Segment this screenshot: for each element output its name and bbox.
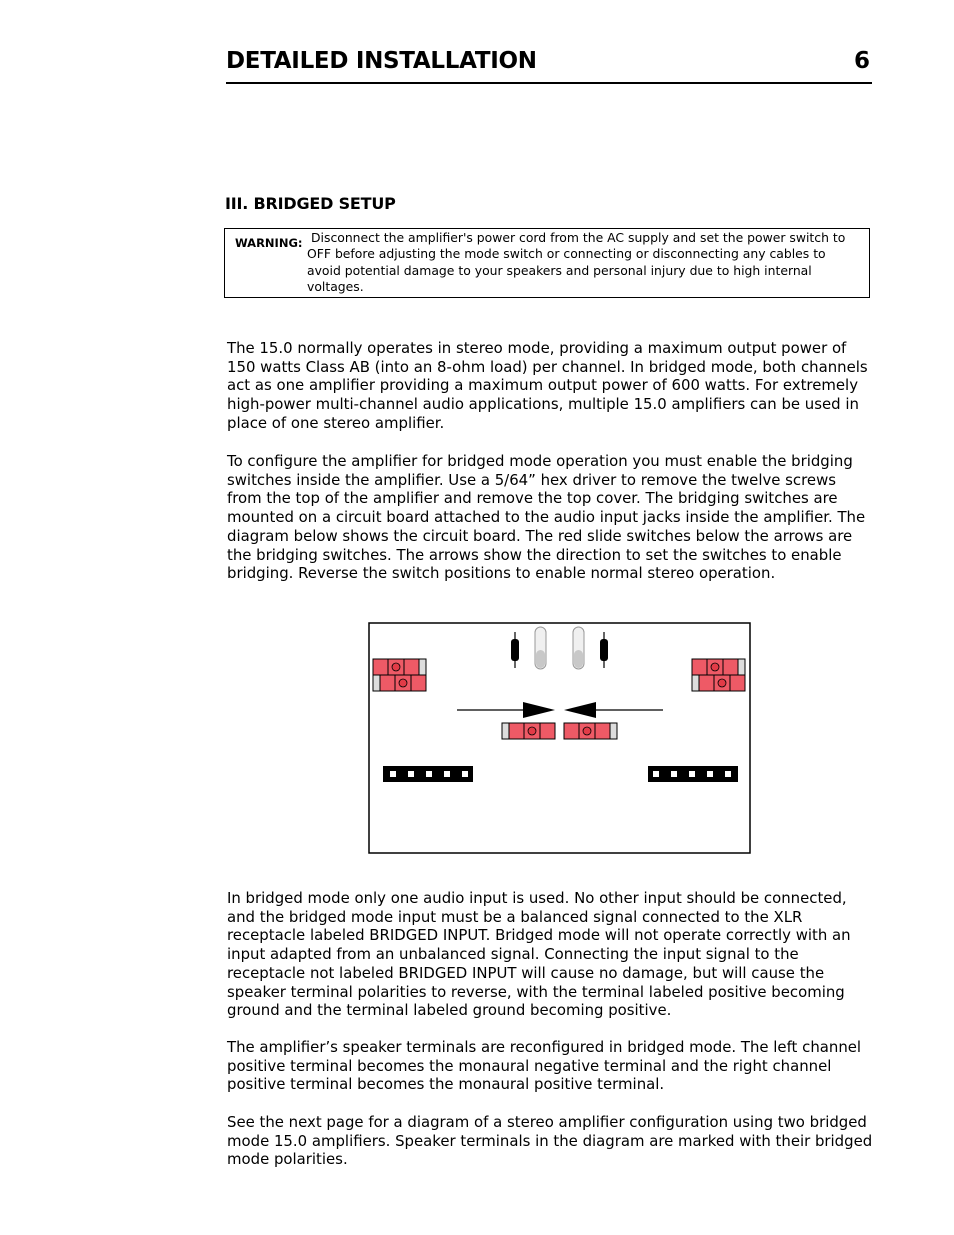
left-slide-switch-pair (373, 659, 426, 691)
bridging-switch-right (564, 723, 617, 739)
pin-header-left (383, 766, 473, 782)
right-slide-switch-pair (692, 659, 745, 691)
section-heading: III. BRIDGED SETUP (225, 194, 396, 213)
paragraph-configure: To configure the amplifier for bridged mode operation you must enable the bridging switches inside the amplifier. Use a 5/64” hex driver to remove the twelve screws from the top of the amplifier and remove the top cover. The bridging switches are mounted on a circuit board attached to the audio input jacks inside the amplifier. The diagram below shows the circuit board. The red slide switches below the arrows are the bridging switches. The arrows show the direction to set the switches to enable bridging. Reverse the switch positions to enable normal stereo operation. (227, 452, 866, 583)
page-number: 6 (854, 48, 871, 74)
circuit-board-diagram (368, 622, 751, 854)
bridging-switch-left (502, 723, 555, 739)
page-title: DETAILED INSTALLATION (226, 48, 537, 74)
header-divider (226, 82, 872, 84)
board-outline (369, 623, 750, 853)
paragraph-overview: The 15.0 normally operates in stereo mode, providing a maximum output power of 150 watts Class AB (into an 8-ohm load) per channel. In bridged mode, both channels act as one amplifier providing a maximum output power of 600 watts. For extremely high-power multi-channel audio applications, multiple 15.0 amplifiers can be used in place of one stereo amplifier. (227, 339, 868, 432)
paragraph-speaker-terminals: The amplifier’s speaker terminals are reconfigured in bridged mode. The left channel positive terminal becomes the monaural negative terminal and the right channel positive terminal becomes the monaural positive terminal. (227, 1038, 862, 1094)
pin-header-right (648, 766, 738, 782)
warning-text: Disconnect the amplifier's power cord from the AC supply and set the power switch to OFF before adjusting the mode switch or connecting or disconnecting any cables to avoid potential damage to your speakers and personal injury due to high internal voltages. (307, 230, 846, 294)
warning-label: WARNING: (235, 236, 303, 250)
paragraph-next-page: See the next page for a diagram of a stereo amplifier configuration using two bridged mode 15.0 amplifiers. Speaker terminals in the diagram are marked with their bridged mode polarities. (227, 1113, 873, 1169)
warning-box (224, 228, 870, 298)
white-capacitor-left (535, 627, 546, 669)
paragraph-bridged-input: In bridged mode only one audio input is used. No other input should be connected, and the bridged mode input must be a balanced signal connected to the XLR receptacle labeled BRIDGED INPUT. Bridged mode will not operate correctly with an input adapted from an unbalanced signal. Connecting the input signal to the receptacle not labeled BRIDGED INPUT will cause no damage, but will cause the speaker terminal polarities to reverse, with the terminal labeled positive becoming ground and the terminal labeled ground becoming positive. (227, 889, 851, 1020)
white-capacitor-right (573, 627, 584, 669)
